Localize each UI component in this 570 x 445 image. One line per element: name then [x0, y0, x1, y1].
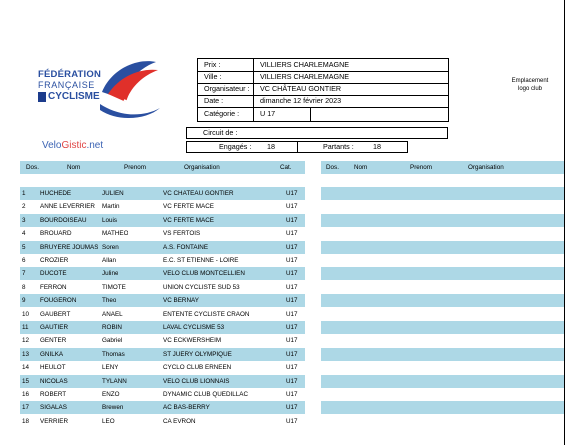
- cell-prenom: Juline: [102, 270, 119, 278]
- empty-table-row: [321, 321, 564, 334]
- cell-org: VELO CLUB LIONNAIS: [163, 377, 230, 385]
- info-label: Date :: [204, 96, 224, 105]
- cell-dos: 8: [22, 283, 26, 291]
- ffc-logo: [38, 58, 162, 122]
- cell-nom: FERRON: [40, 283, 67, 291]
- cell-prenom: Soren: [102, 243, 119, 251]
- info-row-date: [198, 95, 448, 108]
- cell-cat: U17: [286, 417, 298, 425]
- table-row: [20, 321, 305, 334]
- logo-line-1: FÉDÉRATION: [38, 69, 102, 80]
- cell-cat: U17: [286, 364, 298, 372]
- cell-cat: U17: [286, 243, 298, 251]
- col-dos: Dos.: [26, 164, 39, 171]
- cell-org: VC CHATEAU GONTIER: [163, 190, 234, 197]
- empty-table-row: [321, 388, 564, 401]
- cell-dos: 14: [22, 364, 30, 372]
- left-table-header: [20, 161, 305, 174]
- table-row: [20, 214, 305, 227]
- cell-dos: 12: [22, 337, 30, 345]
- brand-part-2: Gistic: [61, 140, 87, 151]
- cell-org: VC ECKWERSHEIM: [163, 337, 222, 345]
- engages-value: 18: [267, 142, 275, 151]
- col-organisation: Organisation: [184, 164, 220, 171]
- col-nom: Nom: [354, 164, 368, 171]
- table-row: [20, 401, 305, 414]
- info-divider: [253, 59, 254, 121]
- table-row: [20, 308, 305, 321]
- col-organisation: Organisation: [468, 164, 504, 171]
- cell-nom: FOUGERON: [40, 297, 77, 305]
- cell-nom: BOURDOISEAU: [40, 216, 87, 224]
- cell-nom: GAUTIER: [40, 324, 68, 331]
- cell-nom: SIGALAS: [40, 404, 67, 412]
- cell-prenom: JULIEN: [102, 190, 124, 197]
- cell-dos: 16: [22, 391, 30, 398]
- cell-cat: U17: [286, 283, 298, 291]
- empty-table-row: [321, 334, 564, 347]
- empty-table-row: [321, 267, 564, 280]
- empty-table-row: [321, 401, 564, 414]
- emplacement-line-1: Emplacement: [511, 78, 549, 84]
- cell-cat: U17: [286, 310, 298, 318]
- table-row: [20, 334, 305, 347]
- cell-cat: U17: [286, 270, 298, 278]
- cell-org: ENTENTE CYCLISTE CRAON: [163, 310, 250, 318]
- cell-prenom: Louis: [102, 216, 118, 224]
- cell-prenom: Gabriel: [102, 337, 123, 345]
- cell-org: VS FERTOIS: [163, 230, 201, 238]
- info-label: Organisateur :: [204, 84, 250, 93]
- cell-nom: NICOLAS: [40, 377, 68, 385]
- cell-nom: ROBERT: [40, 391, 67, 398]
- circuit-box: [186, 127, 448, 139]
- cell-cat: U17: [286, 203, 298, 211]
- cell-nom: BROUARD: [40, 230, 72, 238]
- cell-dos: 7: [22, 270, 26, 278]
- cell-dos: 2: [22, 203, 26, 211]
- cell-prenom: LENY: [102, 364, 119, 372]
- info-row-categorie: [198, 108, 448, 120]
- cell-dos: 1: [22, 190, 26, 197]
- empty-table-row: [321, 361, 564, 374]
- cell-prenom: LEO: [102, 417, 115, 425]
- empty-table-row: [321, 375, 564, 388]
- circuit-label: Circuit de :: [203, 128, 238, 137]
- page-edge: [564, 0, 570, 445]
- cell-cat: U17: [286, 257, 298, 264]
- cell-cat: U17: [286, 297, 298, 305]
- cell-nom: CROZIER: [40, 257, 69, 264]
- cell-nom: GAUBERT: [40, 310, 71, 318]
- engages-divider: [297, 142, 298, 152]
- engages-label: Engagés :: [219, 142, 252, 151]
- cell-cat: U17: [286, 377, 298, 385]
- right-table-header: [321, 161, 564, 174]
- partants-label: Partants :: [323, 142, 354, 151]
- cell-dos: 9: [22, 297, 26, 305]
- cell-dos: 17: [22, 404, 30, 412]
- logo-line-3: CYCLISME: [48, 91, 100, 102]
- cell-org: AC BAS-BERRY: [163, 404, 210, 412]
- info-label: Ville :: [204, 72, 222, 81]
- cell-cat: U17: [286, 404, 298, 412]
- col-prenom: Prenom: [410, 164, 433, 171]
- cell-cat: U17: [286, 230, 298, 238]
- cell-cat: U17: [286, 324, 298, 331]
- cell-nom: HUCHEDE: [40, 190, 72, 197]
- cell-prenom: Brewen: [102, 404, 124, 412]
- cell-dos: 11: [22, 324, 29, 331]
- info-divider: [310, 108, 311, 121]
- logo-de-box: [38, 92, 46, 102]
- table-row: [20, 415, 305, 428]
- cell-dos: 6: [22, 257, 26, 264]
- cell-cat: U17: [286, 216, 298, 224]
- empty-table-row: [321, 214, 564, 227]
- cell-prenom: MATHEO: [102, 230, 129, 238]
- logo-line-2: FRANÇAISE: [38, 80, 95, 90]
- table-row: [20, 241, 305, 254]
- cell-nom: DUCOTE: [40, 270, 67, 278]
- velogistic-brand: [42, 140, 103, 151]
- cell-nom: HEULOT: [40, 364, 66, 372]
- empty-table-row: [321, 281, 564, 294]
- cell-prenom: TYLANN: [102, 377, 127, 385]
- info-label: Prix :: [204, 60, 221, 69]
- empty-table-row: [321, 308, 564, 321]
- table-row: [20, 227, 305, 240]
- col-cat: Cat.: [280, 164, 292, 171]
- cell-prenom: ENZO: [102, 391, 120, 398]
- cell-nom: GENTER: [40, 337, 67, 345]
- cell-prenom: Theo: [102, 297, 117, 305]
- info-value: U 17: [260, 109, 276, 118]
- empty-table-row: [321, 294, 564, 307]
- table-row: [20, 281, 305, 294]
- cell-org: VC FERTE MACE: [163, 203, 214, 211]
- ffc-swoosh-icon: [98, 58, 162, 120]
- cell-dos: 3: [22, 216, 26, 224]
- cell-org: LAVAL CYCLISME 53: [163, 324, 225, 331]
- club-logo-placeholder: [500, 78, 560, 93]
- partants-value: 18: [373, 142, 381, 151]
- cell-prenom: TIMOTE: [102, 283, 126, 291]
- empty-table-row: [321, 187, 564, 200]
- empty-table-row: [321, 348, 564, 361]
- table-row: [20, 361, 305, 374]
- cell-prenom: ROBIN: [102, 324, 122, 331]
- cell-prenom: Thomas: [102, 350, 125, 358]
- info-value: VILLIERS CHARLEMAGNE: [260, 72, 350, 81]
- col-dos: Dos.: [326, 164, 339, 171]
- empty-table-row: [321, 254, 564, 267]
- table-row: [20, 187, 305, 200]
- engages-partants-box: [186, 141, 408, 153]
- cell-cat: U17: [286, 337, 298, 345]
- cell-org: VC FERTE MACE: [163, 216, 214, 224]
- cell-dos: 18: [22, 417, 30, 425]
- cell-org: VELO CLUB MONTCELLIEN: [163, 270, 245, 278]
- cell-dos: 4: [22, 230, 26, 238]
- cell-dos: 10: [22, 310, 30, 318]
- table-row: [20, 375, 305, 388]
- empty-table-row: [321, 200, 564, 213]
- brand-part-3: .net: [86, 140, 104, 151]
- cell-prenom: ANAEL: [102, 310, 123, 318]
- cell-org: CA EVRON: [163, 417, 196, 425]
- cell-prenom: Allan: [102, 257, 117, 264]
- col-nom: Nom: [67, 164, 81, 171]
- cell-cat: U17: [286, 190, 298, 197]
- table-row: [20, 200, 305, 213]
- info-value: dimanche 12 février 2023: [260, 96, 342, 105]
- cell-dos: 15: [22, 377, 30, 385]
- col-prenom: Prenom: [124, 164, 147, 171]
- table-row: [20, 348, 305, 361]
- info-value: VC CHÂTEAU GONTIER: [260, 84, 342, 93]
- cell-nom: ANNE LEVERRIER: [40, 203, 95, 211]
- cell-org: ST JUERY OLYMPIQUE: [163, 350, 232, 358]
- table-row: [20, 294, 305, 307]
- table-row: [20, 388, 305, 401]
- cell-prenom: Martin: [102, 203, 120, 211]
- table-row: [20, 267, 305, 280]
- info-label: Catégorie :: [204, 109, 240, 118]
- cell-org: UNION CYCLISTE SUD 53: [163, 283, 240, 291]
- cell-nom: BRUYERE JOUMAS: [40, 243, 98, 251]
- cell-dos: 13: [22, 350, 30, 358]
- cell-org: VC BERNAY: [163, 297, 199, 305]
- cell-cat: U17: [286, 350, 298, 358]
- emplacement-line-2: logo club: [517, 85, 543, 92]
- empty-table-row: [321, 415, 564, 428]
- cell-org: CYCLO CLUB ERNEEN: [163, 364, 232, 372]
- cell-org: DYNAMIC CLUB QUEDILLAC: [163, 391, 249, 398]
- cell-nom: GNILKA: [40, 350, 64, 358]
- cell-nom: VERRIER: [40, 417, 68, 425]
- table-row: [20, 254, 305, 267]
- empty-table-row: [321, 227, 564, 240]
- cell-org: A.S. FONTAINE: [163, 243, 209, 251]
- cell-org: E.C. ST ETIENNE - LOIRE: [163, 257, 239, 264]
- brand-part-1: Velo: [42, 140, 62, 151]
- empty-table-row: [321, 241, 564, 254]
- cell-dos: 5: [22, 243, 26, 251]
- cell-cat: U17: [286, 391, 298, 398]
- race-info-box: [197, 58, 449, 122]
- info-value: VILLIERS CHARLEMAGNE: [260, 60, 350, 69]
